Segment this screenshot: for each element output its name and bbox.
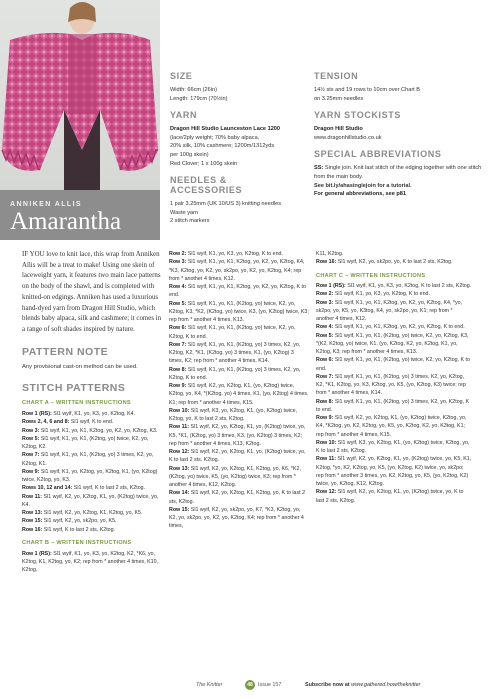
instruction-row: Row 4: Sl1 wyif, K1, yo, K1, K2tog, yo, K2, yo, K2tog, K to end. xyxy=(316,324,465,331)
tension-heading: TENSION xyxy=(314,71,359,81)
chart-b-rows xyxy=(22,550,162,575)
chart-a-heading: CHART A – WRITTEN INSTRUCTIONS xyxy=(22,400,131,407)
info-column-mid xyxy=(170,72,300,226)
instruction-row: Row 14: Sl1 wyif, K2, yo, K2tog, K1, K2tog, yo, K to last 2 sts, K2tog. xyxy=(169,490,306,505)
stockists-heading: YARN STOCKISTS xyxy=(314,110,401,121)
size-line: Length: 179cm (70½in) xyxy=(170,95,228,102)
pattern-note-heading: PATTERN NOTE xyxy=(22,345,109,358)
shawl-illustration xyxy=(0,0,160,190)
abbreviation-line: SS: Single join. Knit last stitch of the edging together with one stitch from the main body. xyxy=(314,165,482,180)
subscribe-text: Subscribe now at www.gathered.how/theknitter xyxy=(305,682,421,688)
instruction-row: Row 11: Sl1 wyif, K2, yo, K2tog, K1, yo, (K2tog) twice, yo, K5, *K1, (K2tog, yo) 3 times, K3, (yo, K2tog) 3 times, K2; rep from * another 4 times, K13, K2tog. xyxy=(169,424,306,447)
yarn-brand: Dragon Hill Studio Launceston Lace 1200 xyxy=(170,126,281,133)
instruction-row: Rows 2, 4, 6 and 8: Sl1 wyif, K to end. xyxy=(22,419,114,426)
instruction-row: Row 13: Sl1 wyif, K2, yo, K2tog, K1, K2tog, yo, K5. xyxy=(22,510,143,517)
instruction-row: Row 7: Sl1 wyif, K1, yo, K1, (K2tog, yo) 3 times, K2, yo, K2tog, K1. xyxy=(22,452,154,467)
info-column-right xyxy=(314,72,490,199)
instruction-row: Row 11: Sl1 wyif, K2, yo, K2tog, K1, yo, (K2tog) twice, yo, K4. xyxy=(22,493,159,508)
instruction-row: Row 7: Sl1 wyif, K1, yo, K1, (K2tog, yo) 3 times, K2, yo, K2tog, K2, *K1, (K2tog, yo) 3 times, K1, (yo, K2tog) 3 times, K2; rep from * another 4 times, K14. xyxy=(169,341,301,365)
abbreviation-link[interactable]: See bit.ly/ahasinglejoin for a tutorial. xyxy=(314,182,412,189)
instruction-row: Row 15: Sl1 wyif, K2, yo, sk2po, yo, K5. xyxy=(22,518,117,525)
instruction-row: Row 16: Sl1 wyif, K to last 2 sts, K2tog. xyxy=(22,526,116,533)
instruction-row: Row 4: Sl1 wyif, K1, yo, K1, K2tog, yo, K2, yo, K2tog, K to end. xyxy=(169,284,306,299)
stockist-brand: Dragon Hill Studio xyxy=(314,126,363,133)
page-number: 48 xyxy=(245,680,255,690)
instruction-row: Row 2: Sl1 wyif, K1, yo, K3, yo, K2tog, K to end. xyxy=(316,291,430,298)
stockist-url[interactable]: www.dragonhillstudio.co.uk xyxy=(314,134,382,141)
instruction-row: Row 15: Sl1 wyif, K2, yo, sk2po, yo, K7, *K3, K2tog, yo, K2, yo, sk2po, yo, K2, yo, K2tog, K4; rep from * another 4 times, xyxy=(169,506,304,530)
instruction-row: Row 12: Sl1 wyif, K2, yo, K2tog, K1, yo, (K2tog) twice, yo, K to last 2 sts, K2tog. xyxy=(169,449,306,464)
pattern-note-text: Any provisional cast-on method can be used. xyxy=(22,364,138,370)
title-box xyxy=(0,190,160,240)
pattern-title: Amarantha xyxy=(10,208,122,235)
yarn-line: Red Clover; 1 x 100g skein xyxy=(170,160,238,167)
instruction-row: Row 1 (RS): Sl1 wyif, K1, yo, K3, yo, K2tog, K to last 2 sts, K2tog. xyxy=(316,283,472,290)
yarn-heading: YARN xyxy=(170,110,198,121)
needles-line: Waste yarn xyxy=(170,209,199,216)
instruction-row: Row 5: Sl1 wyif, K1, yo, K1, (K2tog, yo) twice, K2, yo, K2tog, K3, *(K2, K2tog, yo) twice, K1, (yo, K2tog, K2, yo, K2tog, K1, yo, K2tog, K3; rep from * another 4 times, K13. xyxy=(316,332,469,356)
instruction-row: Row 11: Sl1 wyif, K2, yo, K2tog, K1, yo, (K2tog) twice, yo, K5, K1, K2tog, *yo, K2, K2tog, yo, K5, (yo, K2tog, K2) twice, yo, sk2po; rep from * another 3 times, yo, K2, K2tog, yo, K5, (yo, K2tog, K2) twice, yo, K2tog, K12, K2tog. xyxy=(316,456,472,488)
instruction-row: Row 9: Sl1 wyif, K2, yo, K2tog, K1, (yo, K2tog) twice, K2tog, yo, K4, *K2tog, yo, K2, K2tog, yo, K5, yo, K2tog, K2, yo, K3tog, K1; rep from * another 4 times, K15. xyxy=(316,415,467,438)
chart-b-heading: CHART B – WRITTEN INSTRUCTIONS xyxy=(22,539,132,546)
chart-a-rows xyxy=(22,410,162,534)
chart-c-rows xyxy=(316,282,472,505)
instruction-row: Row 7: Sl1 wyif, K1, yo, K1, (K2tog, yo) 3 times, K2, yo, K2tog, K2, *K1, K2tog, yo, K3, K2tog, yo, K5, (yo, K2tog, K3) twice; rep from * another 4 times, K14. xyxy=(316,373,466,397)
intro-paragraph: IF YOU love to knit lace, this wrap from Anniken Allis will be a treat to make! Using one skein of laceweight yarn, it features two main lace patterns on the body of the shawl, and is completed with knitted-on edgings. Anniken has used a luxurious hand-dyed yarn from Dragon Hill Studio, which blends baby alpaca, silk and cashmere; it comes in a range of soft shades inspired by nature. xyxy=(22,251,162,333)
needles-line: 1 pair 3.25mm (UK 10/US 3) knitting needles xyxy=(170,201,281,208)
instruction-row: K11, K2tog. xyxy=(316,251,344,257)
tension-line: on 3.25mm needles xyxy=(314,95,364,102)
instruction-row: Row 3: Sl1 wyif, K1, yo, K1, K2tog, yo, K2, yo, K2tog, K4, *K3, K2tog, yo, K2, yo, sk2po, yo, K2, yo, K2tog, K4; rep from * another 4 times, K12. xyxy=(169,259,305,282)
chart-b-rows-end xyxy=(316,250,472,267)
issue-number: Issue 157 xyxy=(258,682,282,688)
tension-line: 14½ sts and 19 rows to 10cm over Chart B xyxy=(314,86,421,93)
instruction-row: Row 1 (RS): Sl1 wyif, K1, yo, K3, yo, K2tog, K2, *K6, yo, K2tog, K1, K2tog, yo, K2; rep from * another 4 times, K10, K2tog, xyxy=(22,550,159,574)
abbreviations-heading: SPECIAL ABBREVIATIONS xyxy=(314,149,442,160)
instruction-row: Row 6: Sl1 wyif, K1, yo, K1, (K2tog, yo) twice, K2, yo, K2tog, K to end. xyxy=(316,357,470,372)
subscribe-link[interactable]: www.gathered.how/theknitter xyxy=(351,682,421,688)
needles-line: 2 stitch markers xyxy=(170,218,210,225)
instruction-row: Row 6: Sl1 wyif, K1, yo, K1, (K2tog, yo) twice, K2, yo, K2tog, K to end. xyxy=(169,325,296,340)
instruction-row: Row 10: Sl1 wyif, K3, yo, K2tog, K1, (yo, K2tog) twice, K2tog, yo, K to last 2 sts, K2tog. xyxy=(316,439,470,455)
instruction-row: Row 8: Sl1 wyif, K1, yo, K1, (K2tog, yo) 3 times, K2, yo, K2tog, K to end. xyxy=(169,366,301,381)
pattern-column-1 xyxy=(22,250,162,574)
pattern-column-2 xyxy=(169,250,309,531)
instruction-row: Row 8: Sl1 wyif, K1, yo, K1, (K2tog, yo) 3 times, K2, yo, K2tog, K to end. xyxy=(316,398,470,413)
instruction-row: Row 13: Sl1 wyif, K2, yo, K2tog, K1, K2tog, yo, K6, *K2, (K2tog, yo) twice, K5, (yo, K2tog) twice, K3; rep from * another 4 times, K12, K2tog. xyxy=(169,465,301,488)
page-footer xyxy=(0,680,494,694)
instruction-row: Row 5: Sl1 wyif, K1, yo, K1, (K2tog, yo) twice, K2, yo, K2tog, K2. xyxy=(22,435,149,451)
instruction-row: Row 16: Sl1 wyif, K2, yo, sk2po, yo, K to last 2 sts, K2tog. xyxy=(316,259,453,266)
instruction-row: Row 1 (RS): Sl1 wyif, K1, yo, K3, yo, K2tog, K4. xyxy=(22,411,136,418)
size-line: Width: 66cm (26in) xyxy=(170,86,217,93)
chart-b-rows-continued xyxy=(169,250,309,531)
needles-heading: NEEDLES & ACCESSORIES xyxy=(170,175,243,196)
size-heading: SIZE xyxy=(170,71,193,81)
pattern-column-3 xyxy=(316,250,472,505)
stitch-patterns-heading: STITCH PATTERNS xyxy=(22,382,126,395)
instruction-row: Row 10: Sl1 wyif, K3, yo, K2tog, K1, (yo, K2tog) twice, K2tog, yo, K to last 2 sts, K2tog. xyxy=(169,407,298,422)
shawl-photo xyxy=(0,0,160,190)
designer-name: ANNIKEN ALLIS xyxy=(10,201,82,208)
instruction-row: Row 9: Sl1 wyif, K2, yo, K2tog, K1, (yo, K2tog) twice, K2tog, yo, K4, *(K2tog, yo) 4 times, K1, (yo, K2tog) 4 times, K1; rep from * another 4 times, K15. xyxy=(169,383,309,406)
instruction-row: Row 3: Sl1 wyif, K1, yo, K1, K2tog, yo, K2, yo, K2tog, K3. xyxy=(22,427,158,434)
general-abbreviations-note: For general abbreviations, see p81 xyxy=(314,191,407,198)
yarn-line: (lace/2ply weight; 70% baby alpaca, xyxy=(170,134,260,141)
instruction-row: Rows 10, 12 and 14: Sl1 wyif, K to last 2 sts, K2tog. xyxy=(22,485,146,492)
instruction-row: Row 3: Sl1 wyif, K1, yo, K1, K2tog, yo, K2, yo, K2tog, K4, *yo, sk2po, yo, K5, yo, K3tog, K4, yo, sk2po, yo, K1; rep from * another 4 times, K12. xyxy=(316,299,463,323)
instruction-row: Row 5: Sl1 wyif, K1, yo, K1, (K2tog, yo) twice, K2, yo, K2tog, K3, *K2, (K2tog, yo) twice, K3, (yo, K2tog) twice, K3; rep from * another 4 times, K13. xyxy=(169,300,309,323)
yarn-line: per 100g skein) xyxy=(170,152,209,159)
instruction-row: Row 12: Sl1 wyif, K2, yo, K2tog, K1, yo, (K2tog) twice, yo, K to last 2 sts, K2tog. xyxy=(316,489,464,504)
magazine-name: The Knitter xyxy=(196,682,223,688)
yarn-line: 20% silk, 10% cashmere; 1200m/1312yds xyxy=(170,143,275,150)
instruction-row: Row 9: Sl1 wyif, K1, yo, K2tog, yo, K2tog, K1, (yo, K2tog) twice, K2tog, yo, K3. xyxy=(22,468,158,484)
chart-c-heading: CHART C – WRITTEN INSTRUCTIONS xyxy=(316,272,426,279)
instruction-row: Row 2: Sl1 wyif, K1, yo, K3, yo, K2tog, K to end. xyxy=(169,251,283,257)
